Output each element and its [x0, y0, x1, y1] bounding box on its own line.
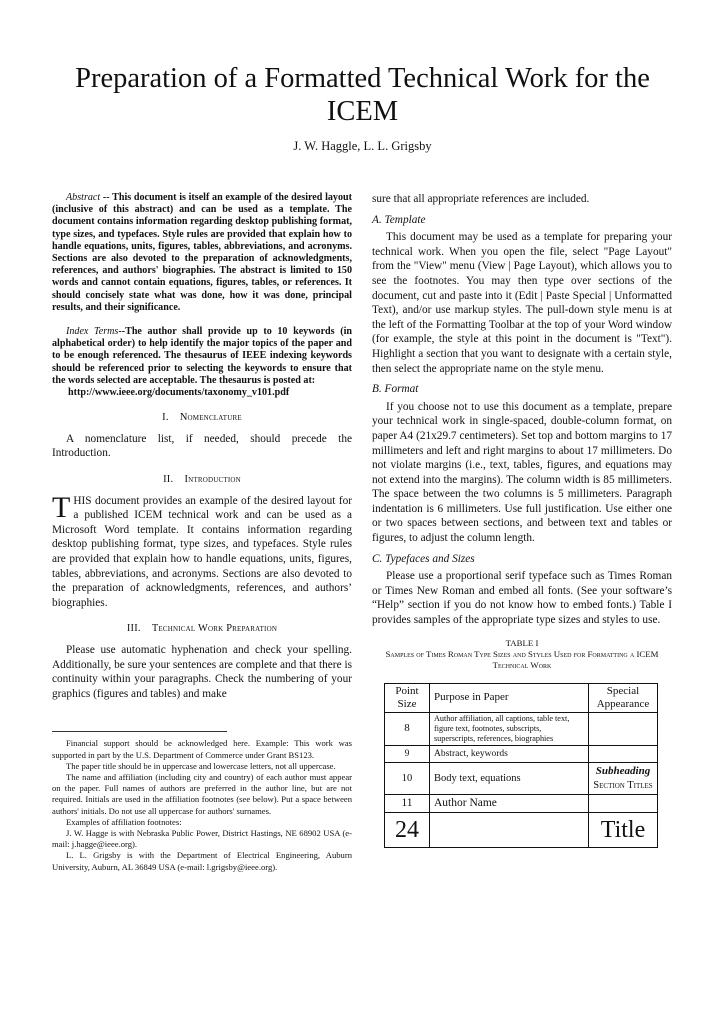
section-title: Nomenclature	[179, 412, 242, 424]
technical-work-text: Please use automatic hyphenation and check your spelling. Additionally, be sure your sentences are complete and that there is continuity within your paragraphs. Check the numbering of your graphics (figures and tables) and make	[52, 643, 352, 700]
section-heading-technical-work	[52, 622, 352, 637]
footnote: J. W. Hagge is with Nebraska Public Power, District Hastings, NE 68902 USA (e-mail: j.hagge@ieee.org).	[52, 827, 352, 850]
table-cell-purpose	[430, 813, 589, 848]
table-row	[385, 795, 658, 813]
table-cell-special: Title	[589, 813, 658, 848]
table-cell-special	[589, 795, 658, 813]
table-header-cell: Point Size	[385, 683, 430, 712]
special-section-titles: Section Titles	[593, 779, 653, 791]
table-number: TABLE I	[505, 637, 539, 648]
abstract-label: Abstract	[66, 192, 101, 203]
table-row	[385, 745, 658, 763]
section-number: III.	[126, 623, 141, 635]
subsection-heading-format: B. Format	[372, 383, 419, 396]
subsection-heading-typefaces: C. Typefaces and Sizes	[372, 552, 475, 565]
section-title: Introduction	[184, 474, 241, 486]
right-column	[372, 192, 672, 848]
template-text: This document may be used as a template for preparing your technical work. When you open the file, select "Page Layout" from the "View" menu (View | Page Layout), which allows you to see the footnotes. You may then type over sections of the document, cut and paste into it (Edit | Paste Special | Unformatted Text), and/or use markup styles. The pull-down style menu is at the left of the Formatting Toolbar at the top of your Word window (for example, the style at this point in the document is "Text"). Highlight a section that you want to designate with a certain style, then select the appropriate name on the style menu.	[372, 231, 672, 375]
index-terms-text: --The author shall provide up to 10 keywords (in alphabetical order) to help identify the major topics of the paper and to be enough referenced. The thesaurus of IEEE indexing keywords should be referenced prior to selecting the keywords to ensure that the words selected are acceptable. The thesaurus is posted at:	[52, 326, 352, 386]
paper-title: Preparation of a Formatted Technical Work for the ICEM	[75, 63, 650, 127]
table-cell-purpose: Author affiliation, all captions, table text, figure text, footnotes, subscripts, superscripts, references, biographies	[430, 712, 589, 745]
introduction-text	[52, 490, 352, 611]
left-column	[52, 192, 352, 873]
table-header-cell: Special Appearance	[589, 683, 658, 712]
table-header-cell: Purpose in Paper	[430, 683, 589, 712]
index-terms	[52, 326, 352, 387]
section-heading-introduction	[52, 473, 352, 488]
table-cell-size: 10	[385, 763, 430, 795]
table-row	[385, 712, 658, 745]
section-number: II.	[163, 474, 174, 486]
author-line: J. W. Haggle, L. L. Grigsby	[293, 139, 432, 153]
type-sizes-table	[384, 683, 658, 848]
subsection-heading-template: A. Template	[372, 213, 426, 226]
section-number: I.	[162, 412, 169, 424]
table-cell-size: 8	[385, 712, 430, 745]
table-header-row	[385, 683, 658, 712]
section-heading-nomenclature	[52, 411, 352, 426]
footnote: L. L. Grigsby is with the Department of Electrical Engineering, Auburn University, Auburn, AL 36849 USA (e-mail: l.grigsby@ieee.org).	[52, 850, 352, 872]
footnote: Examples of affiliation footnotes:	[66, 816, 182, 827]
footnote-rule	[52, 731, 227, 732]
table-row	[385, 763, 658, 795]
typefaces-text: Please use a proportional serif typeface such as Times Roman or Times New Roman and embed all fonts. (See your software’s “Help” section if you do not know how to embed fonts.) Table I provides samples of the appropriate type sizes and styles to use.	[372, 570, 672, 627]
table-cell-purpose: Abstract, keywords	[430, 745, 589, 763]
table-cell-size: 9	[385, 745, 430, 763]
table-cell-special	[589, 745, 658, 763]
introduction-body: HIS document provides an example of the desired layout for a published ICEM technical work and can be used as a Microsoft Word template. It contains information regarding desktop publishing format, type sizes, and typefaces. Style rules are provided that explain how to handle equations, units, figures, tables, abbreviations, and acronyms. Sections are also devoted to the preparation of acknowledgments, references, and authors’ biographies.	[52, 494, 352, 609]
table-cell-purpose: Body text, equations	[430, 763, 589, 795]
table-row	[385, 813, 658, 848]
table-cell-size: 11	[385, 795, 430, 813]
footnote: The paper title should be in uppercase and lowercase letters, not all uppercase.	[66, 760, 336, 771]
table-cell-special	[589, 763, 658, 795]
drop-cap: T	[52, 490, 71, 524]
index-terms-label: Index Terms	[66, 326, 119, 338]
nomenclature-text: A nomenclature list, if needed, should precede the Introduction.	[52, 432, 352, 460]
footnote: The name and affiliation (including city and country) of each author must appear on the paper. Full names of authors are preferred in the author line, but are not required. Initials are used in the affiliation footnotes (see below). Put a space between authors' initials. Do not use all uppercase for authors' surnames.	[52, 771, 352, 816]
section-title: Technical Work Preparation	[151, 623, 278, 635]
format-text: If you choose not to use this document as a template, prepare your technical work in single-spaced, double-column format, on paper A4 (21x29.7 centimeters). Set top and bottom margins to 17 millimeters and left and right margins to about 17 millimeters. Do not violate margins (i.e., text, tables, figures, and equations may not extend into the margins). The column width is 85 millimeters. The space between the two columns is 5 millimeters. Paragraph indentation is 6 millimeters. Use full justification. Use either one or two spaces between sections, and between text and tables or figures, to adjust the column length.	[372, 400, 672, 545]
table-cell-purpose: Author Name	[430, 795, 589, 813]
abstract-text: -- This document is itself an example of the desired layout (inclusive of this abstract) and can be used as a template. The document contains information regarding desktop publishing format, type sizes, and typefaces. Style rules are provided that explain how to handle equations, units, figures, tables, abbreviations, and acronyms. Sections are also devoted to the preparation of acknowledgments, references, and authors' biographies. The abstract is limited to 150 words and cannot contain equations, figures, tables, or references. It should concisely state what was done, how it was done, principal results, and their significance.	[52, 192, 352, 313]
special-subheading: Subheading	[595, 765, 651, 778]
table-cell-size: 24	[385, 813, 430, 848]
table-caption	[372, 638, 672, 671]
technical-work-continued: sure that all appropriate references are included.	[372, 193, 590, 205]
table-cell-special	[589, 712, 658, 745]
table-caption-text: Samples of Times Roman Type Sizes and Styles Used for Formatting a ICEM Technical Work	[385, 648, 659, 670]
abstract	[52, 192, 352, 314]
footnotes	[52, 738, 352, 872]
taxonomy-link[interactable]: http://www.ieee.org/documents/taxonomy_v101.pdf	[68, 387, 290, 399]
footnote: Financial support should be acknowledged here. Example: This work was supported in part by the U.S. Department of Commerce under Grant BS123.	[52, 738, 352, 760]
